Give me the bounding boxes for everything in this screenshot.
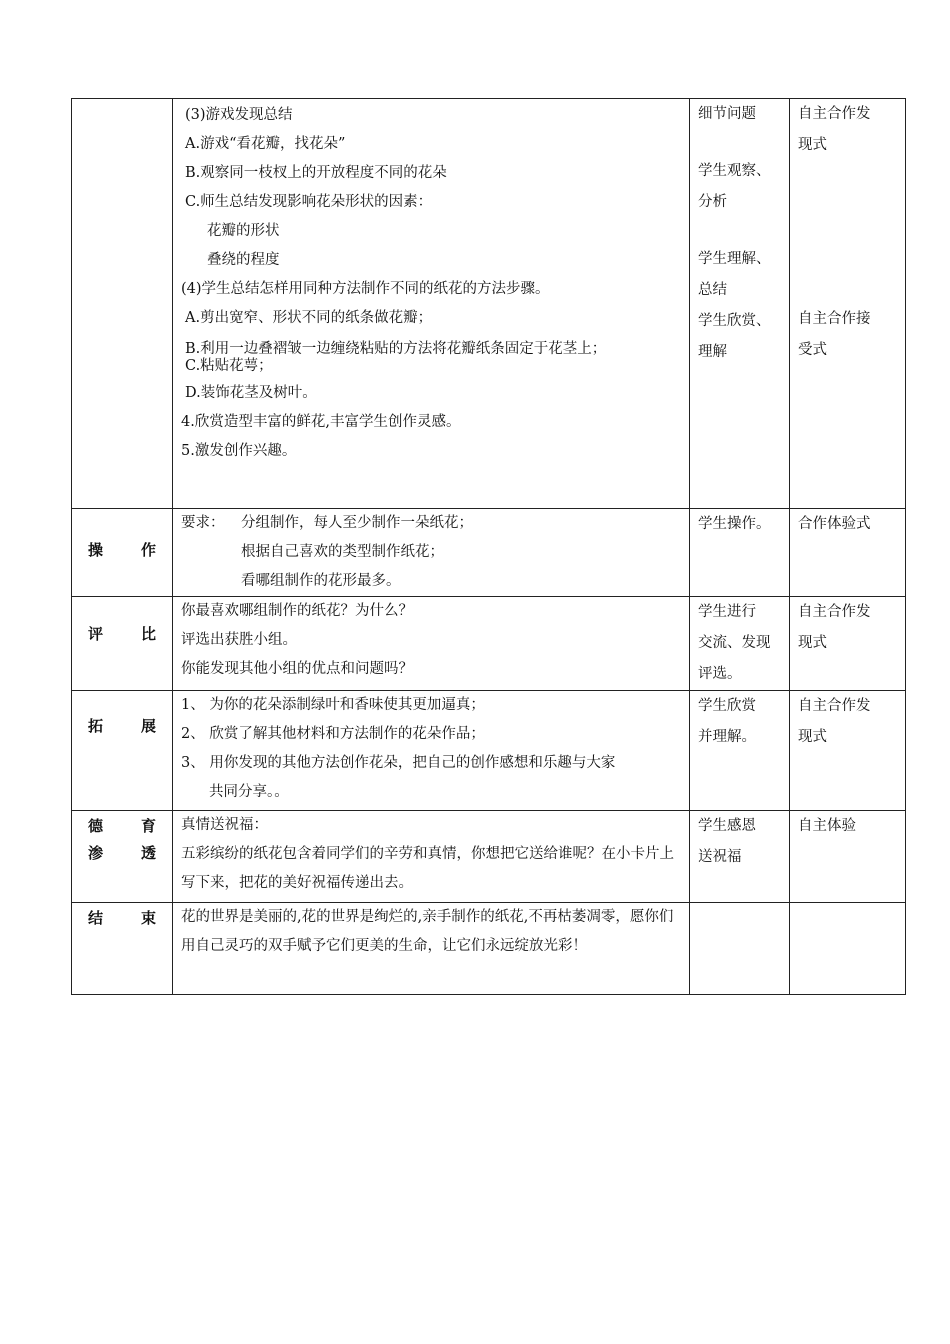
- content-line: B.利用一边叠褶皱一边缠绕粘贴的方法将花瓣纸条固定于花茎上；: [185, 341, 607, 357]
- content-cell: [173, 691, 690, 811]
- lesson-plan-table: [71, 98, 906, 995]
- stage-char: 透: [140, 844, 156, 862]
- stage-char: 结: [88, 909, 104, 927]
- mode-line: 自主体验: [798, 818, 856, 834]
- content-line: 3、 用你发现的其他方法创作花朵，把自己的创作感想和乐趣与大家: [181, 755, 616, 771]
- content-cell: [173, 509, 690, 597]
- mode-line: 现式: [798, 137, 827, 153]
- mode-cell: [790, 903, 906, 995]
- activity-cell: [690, 509, 790, 597]
- content-line: 1、 为你的花朵添制绿叶和香味使其更加逼真；: [181, 697, 485, 713]
- activity-line: 并理解。: [698, 729, 756, 745]
- activity-line: 学生理解、: [698, 251, 771, 267]
- table-row: [72, 691, 906, 811]
- activity-line: 学生操作。: [698, 516, 771, 532]
- content-line: 评选出获胜小组。: [181, 632, 297, 648]
- table-row: [72, 99, 906, 509]
- mode-cell: [790, 509, 906, 597]
- mode-cell: [790, 691, 906, 811]
- activity-line: 学生欣赏、: [698, 313, 771, 329]
- content-line: (4)学生总结怎样用同种方法制作不同的纸花的方法步骤。: [181, 281, 550, 297]
- content-paragraph: 花的世界是美丽的,花的世界是绚烂的,亲手制作的纸花,不再枯萎凋零，愿你们用自己灵巧的双手赋予它们更美的生命，让它们永远绽放光彩！: [181, 909, 674, 954]
- content-line: A.游戏“看花瓣，找花朵”: [185, 136, 346, 152]
- content-line: C.粘贴花萼；: [185, 358, 273, 374]
- activity-cell: [690, 903, 790, 995]
- content-cell: [173, 597, 690, 691]
- content-line: A.剪出宽窄、形状不同的纸条做花瓣；: [185, 310, 433, 326]
- content-line: 你能发现其他小组的优点和问题吗？: [181, 661, 413, 677]
- stage-char: 束: [140, 909, 156, 927]
- mode-line: 合作体验式: [798, 516, 871, 532]
- mode-line: 现式: [798, 635, 827, 651]
- activity-line: 送祝福: [698, 849, 742, 865]
- stage-cell: [72, 597, 173, 691]
- table-row: [72, 509, 906, 597]
- content-line: 根据自己喜欢的类型制作纸花；: [241, 544, 444, 560]
- stage-char: 拓: [88, 717, 104, 735]
- stage-char: 德: [88, 817, 104, 835]
- mode-line: 受式: [798, 342, 827, 358]
- stage-char: 渗: [88, 844, 104, 862]
- stage-char: 展: [140, 717, 156, 735]
- content-line: D.装饰花茎及树叶。: [185, 385, 317, 401]
- content-line: C.师生总结发现影响花朵形状的因素：: [185, 194, 433, 210]
- activity-line: 学生进行: [698, 604, 756, 620]
- mode-line: 现式: [798, 729, 827, 745]
- stage-cell: [72, 811, 173, 903]
- mode-line: 自主合作接: [798, 311, 871, 327]
- content-line: 5.激发创作兴趣。: [181, 443, 297, 459]
- mode-line: 自主合作发: [798, 106, 871, 122]
- content-line: 2、 欣赏了解其他材料和方法制作的花朵作品；: [181, 726, 485, 742]
- mode-cell: [790, 99, 906, 509]
- table-row: [72, 811, 906, 903]
- content-cell: [173, 99, 690, 509]
- activity-line: 学生观察、: [698, 163, 771, 179]
- content-paragraph: 五彩缤纷的纸花包含着同学们的辛劳和真情，你想把它送给谁呢？在小卡片上写下来，把花的美好祝福传递出去。: [181, 846, 674, 891]
- activity-line: 评选。: [698, 666, 742, 682]
- activity-cell: [690, 691, 790, 811]
- stage-cell: [72, 903, 173, 995]
- activity-line: 分析: [698, 194, 727, 210]
- content-cell: [173, 903, 690, 995]
- stage-char: 育: [140, 817, 156, 835]
- stage-char: 评: [88, 625, 104, 643]
- mode-cell: [790, 811, 906, 903]
- mode-line: 自主合作发: [798, 698, 871, 714]
- stage-char: 作: [140, 541, 156, 559]
- activity-line: 理解: [698, 344, 727, 360]
- mode-line: 自主合作发: [798, 604, 871, 620]
- stage-char: 比: [140, 625, 156, 643]
- mode-cell: [790, 597, 906, 691]
- content-line: (3)游戏发现总结: [185, 107, 293, 123]
- activity-line: 交流、发现: [698, 635, 771, 651]
- stage-cell: [72, 691, 173, 811]
- content-line: 叠绕的程度: [207, 252, 280, 268]
- content-line: 花瓣的形状: [207, 223, 280, 239]
- activity-line: 学生感恩: [698, 818, 756, 834]
- content-line: 分组制作，每人至少制作一朵纸花；: [241, 515, 473, 531]
- content-line: B.观察同一枝杈上的开放程度不同的花朵: [185, 165, 447, 181]
- content-line: 共同分享。。: [209, 784, 289, 800]
- activity-cell: [690, 597, 790, 691]
- table-row: [72, 903, 906, 995]
- activity-cell: [690, 811, 790, 903]
- content-line: 看哪组制作的花形最多。: [241, 573, 401, 589]
- content-line: 4.欣赏造型丰富的鲜花,丰富学生创作灵感。: [181, 414, 461, 430]
- activity-cell: [690, 99, 790, 509]
- table-row: [72, 597, 906, 691]
- stage-char: 操: [88, 541, 104, 559]
- content-line: 真情送祝福：: [181, 817, 268, 833]
- activity-line: 总结: [698, 282, 727, 298]
- content-line: 你最喜欢哪组制作的纸花？为什么？: [181, 603, 413, 619]
- activity-line: 细节问题: [698, 106, 756, 122]
- stage-cell: [72, 99, 173, 509]
- activity-line: 学生欣赏: [698, 698, 756, 714]
- requirement-label: 要求：: [181, 515, 225, 531]
- content-cell: [173, 811, 690, 903]
- stage-cell: [72, 509, 173, 597]
